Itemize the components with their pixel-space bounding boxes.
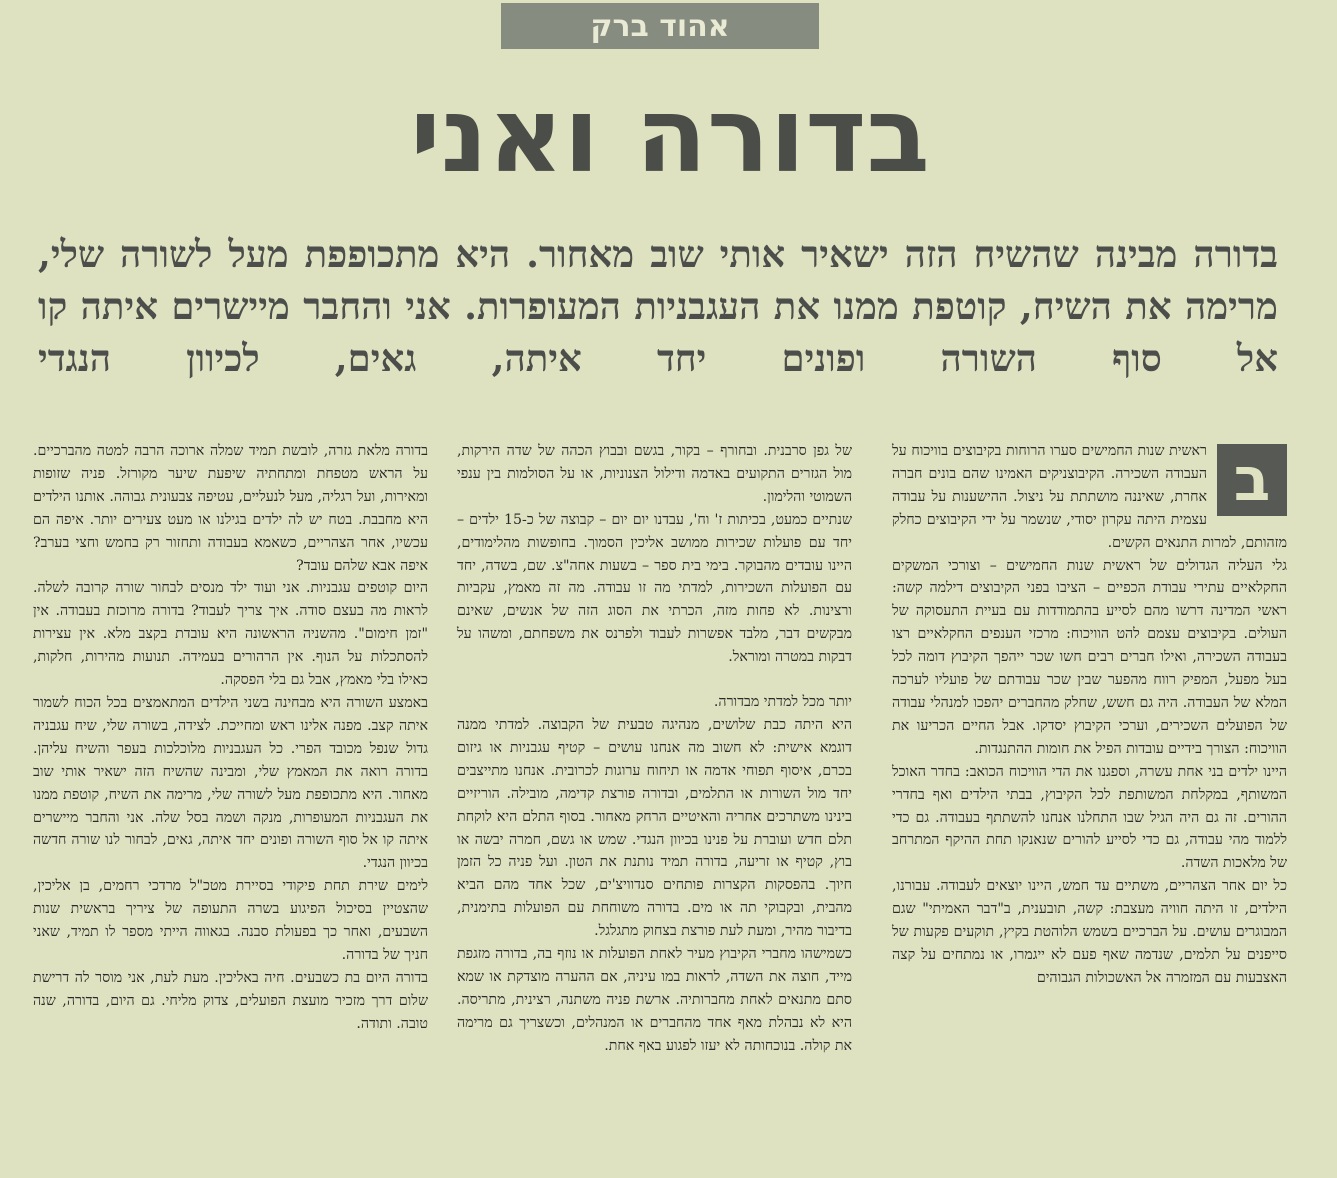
- paragraph: ראשית שנות החמישים סערו הרוחות בקיבוצים בוויכוח על העבודה השכירה. הקיבוצניקים האמינו שהם בונים חברה אחרת, שאיננה מושתתת על ניצול. ההישענות על עבודה עצמית היתה עקרון יסודי, שנשמר על ידי הקיבוצים כחלק מזהותם, למרות התנאים הקשים.: [892, 443, 1287, 551]
- paragraph: היום קוטפים עגבניות. אני ועוד ילד מנסים לבחור שורה קרובה לשלה. לראות מה בעצם סודה. איך צריך לעבוד? בדורה מרוכזת בעבודה. אין "זמן חימום". מהשניה הראשונה היא עובדת בקצב מלא. אין עצירות להסתכלות על הנוף. אין הרהורים בעמידה. תנועות מהירות, חלקות, כאילו בלי מאמץ, אבל גם בלי הפסקה.: [33, 580, 428, 689]
- paragraph: היינו ילדים בני אחת עשרה, וספגנו את הדי הוויכוח הכואב: בחדר האוכל המשותף, במקלחת המשותפת לכל הקיבוץ, בבתי הילדים ואף בחדרי ההורים. זה גם היה הגיל שבו התחלנו אנחנו להשתתף בעבודה. גם כדי ללמוד מהי עבודה, גם כדי לסייע להורים שנאנקו תחת ההיקף המתרחב של מלאכות השדה.: [892, 763, 1287, 872]
- paragraph: היא היתה כבת שלושים, מנהיגה טבעית של הקבוצה. למדתי ממנה דוגמא אישית: לא חשוב מה אנחנו עושים – קטיף עגבניות או גיזום בכרם, איסוף תפוחי אדמה או תיחוח ערוגות לכרובית. אנחנו מתייצבים יחד מול השורות או התלמים, ובדורה פורצת קדימה, מובילה. הוריזיים בינינו משתרכים אחריה והאיטיים הרחק מאחור. בסוף התלם היא לוקחת תלם חדש ועוברת על פנינו בכיוון הנגדי. שמש או גשם, חמרה יבשה או בוץ, קטיף או זריעה, בדורה תמיד נותנת את הטון. ועל פניה כל הזמן חיוך. בהפסקות הקצרות פותחים סנדוויצ'ים, שכל אחד מהם הביא מהבית, ובקבוקי תה או מים. בדורה משוחחת עם הפועלות בתימנית, בדיבור מהיר, ומעת לעת פורצת בצחוק מתגלגל.: [457, 716, 852, 940]
- column-3: [33, 440, 428, 1036]
- byline: אהוד ברק: [501, 3, 819, 49]
- drop-cap: ב: [1217, 444, 1287, 516]
- column-1: [892, 440, 1287, 990]
- headline: בדורה ואני: [410, 74, 930, 196]
- paragraph: לימים שירת תחת פיקודי בסיירת מטכ"ל מרדכי רחמים, בן אליכין, שהצטיין בסיכול הפיגוע בשרה התעופה של ציריך בראשית שנות השבעים, ואחר כך בפעולת סבנה. בגאווה הייתי מספר לו תמיד, שאני חניך של בדורה.: [33, 878, 428, 963]
- lead-paragraph: בדורה מבינה שהשיח הזה ישאיר אותי שוב מאחור. היא מתכופפת מעל לשורה שלי, מרימה את השיח, קוטפת ממנו את העגבניות המעופרות. אני והחבר מיישרים איתה קו אל סוף השורה ופונים יחד איתה, גאים, לכיוון הנגדי: [38, 232, 1278, 380]
- column-2: [457, 440, 852, 1058]
- paragraph: יותר מכל למדתי מבדורה.: [713, 694, 852, 711]
- paragraph: בדורה היום בת כשבעים. חיה באליכין. מעת לעת, אני מוסר לה דרישת שלום דרך מזכיר מועצת הפועלים, צדוק מליחי. גם היום, בדורה, שנה טובה. ותודה.: [33, 969, 428, 1032]
- paragraph: כל יום אחר הצהריים, משתיים עד חמש, היינו יוצאים לעבודה. עבורנו, הילדים, זו היתה חוויה מעצבת: קשה, תובענית, ב"דבר האמיתי" שגם המבוגרים עושים. על הברכיים בשמש הלוהטת בקיץ, תוקעים פקעות של סייפנים על תלמים, שנדמה שאף פעם לא ייגמרו, או נמתחים על קצה האצבעות עם המזמרה אל האשכולות הגבוהים: [892, 878, 1287, 986]
- paragraph: גלי העליה הגדולים של ראשית שנות החמישים – וצורכי המשקים החקלאיים עתירי עבודת הכפיים – הציבו בפני הקיבוצים דילמה קשה: ראשי המדינה דרשו מהם לסייע בהתמודדות עם בעיית התעסוקה של העולים. בקיבוצים עצמם להט הוויכוח: מרכזי הענפים החקלאיים רצו בעבודה השכירה, ואילו חברים רבים חשו שכר ייהפך הקיבוץ דומה לכל בעל מפעל, המפיק רווח מהפער שבין שכר עבודתם של פועליו לערכה המלא של העבודה. היה גם חשש, שחלק מהחברים יהפכו למנהלי עבודה של הפועלים השכירים, וערכי הקיבוץ יסדקו. אבל החיים הכריעו את הוויכוח: הצורך בידיים עובדות הפיל את חומות ההתנגדות.: [892, 557, 1287, 757]
- paragraph: בדורה מלאת גזרה, לובשת תמיד שמלה ארוכה הרבה למטה מהברכיים. על הראש מטפחת ומתחתיה שיפעת שיער מקורזל. פניה שזופות ומאירות, ועל רגליה, מעל לנעליים, עטיפה צבעונית גבוהה. אותנו הילדים היא מחבבת. בטח יש לה ילדים בגילנו או מעט צעירים יותר. איפה הם עכשיו, אחר הצהריים, כשאמא בעבודה ותחזור רק בחמש וחצי בערב? איפה אבא שלהם עובד?: [33, 443, 428, 574]
- paragraph: כשמישהו מחברי הקיבוץ מעיר לאחת הפועלות או נוזף בה, בדורה מזגפת מייד, חוצה את השדה, לראות במו עיניה, אם ההערה מוצדקת או שמא סתם מתנאים לאחת מחברותיה. ארשת פניה משתנה, רצינית, מתריסה. היא לא נבהלת מאף אחד מהחברים או המנהלים, וכשצריך גם מרימה את קולה. בנוכחותה לא יעזו לפגוע באף אחת.: [457, 946, 852, 1054]
- paragraph: באמצע השורה היא מבחינה בשני הילדים המתאמצים בכל הכוח לשמור איתה קצב. מפנה אלינו ראש ומחייכת. לצידה, בשורה שלי, שיח עגבניה גדול שנפל מכובד הפרי. כל העגבניות מלוכלכות בעפר והשיח עליהן. בדורה רואה את המאמץ שלי, ומבינה שהשיח הזה ישאיר אותי שוב מאחור. היא מתכופפת מעל לשורה שלי, מרימה את השיח, קוטפת ממנו את העגבניות המעופרות, מנקה ושמה בסל שלה. אני והחבר מיישרים איתה קו אל סוף השורה ופונים יחד איתה, גאים, לבחור לנו שורה חדשה בכיוון הנגדי.: [33, 694, 428, 872]
- paragraph: של גפן סרבנית. ובחורף – בקור, בגשם ובבוץ הכהה של שדה הירקות, מול הגזרים התקועים באדמה ודילול הצנוניות, או על הסולמות בין ענפי השמוטי והלימון.: [457, 443, 852, 505]
- paragraph: שנתיים כמעט, בכיתות ז' וח', עבדנו יום יום – קבוצה של כ-15 ילדים – יחד עם פועלות שכירות ממושב אליכין הסמוך. בחופשות מהלימודים, היינו עובדים מהבוקר. בימי בית ספר – בשעות אחה"צ. שם, בשדה, יחד עם הפועלות השכירות, למדתי מה זו עבודה. מה זה מאמץ, עקביות ורצינות. לא פחות מזה, הכרתי את הסוג הזה של אנשים, שאינם מבקשים דבר, מלבד אפשרות לעבוד ולפרנס את משפחתם, ומשהו על דבקות במטרה ומוראל.: [457, 511, 852, 666]
